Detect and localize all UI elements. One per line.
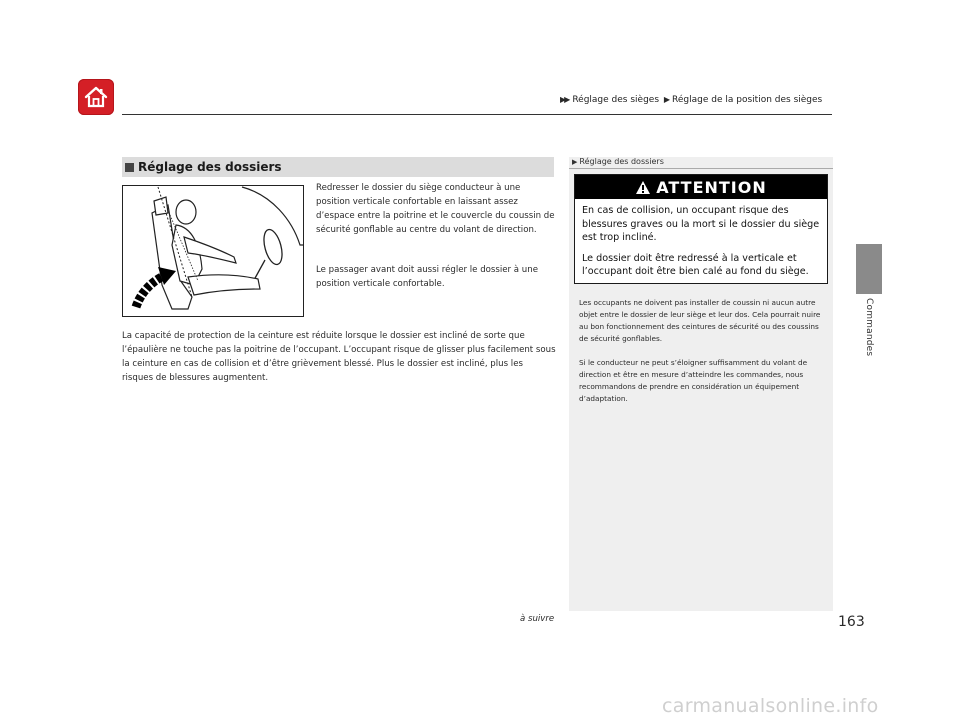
warning-box bbox=[574, 174, 828, 284]
side-panel-title-text: Réglage des dossiers bbox=[579, 157, 664, 166]
breadcrumb-item-seat-position[interactable]: Réglage de la position des sièges bbox=[672, 95, 823, 105]
side-tab-marker bbox=[856, 244, 882, 294]
seat-back-illustration bbox=[122, 185, 304, 317]
side-panel-title bbox=[569, 157, 833, 166]
warning-body bbox=[575, 199, 827, 279]
seatbelt-protection-paragraph: La capacité de protection de la ceinture est réduite lorsque le dossier est incliné de sorte que l’épaulière ne touche pas la poitrine de l’occupant. L’occupant risque de glisser plus facilement sous la ceinture en cas de collision et d’être grièvement blessé. Plus le dossier est incliné, plus les risques de blessures augmentent. bbox=[122, 331, 556, 383]
breadcrumb-arrow-icon: ▶▶ bbox=[560, 95, 569, 104]
side-panel-divider bbox=[569, 168, 833, 169]
header-divider bbox=[122, 114, 832, 115]
breadcrumb bbox=[560, 95, 822, 105]
instruction-paragraph-passenger: Le passager avant doit aussi régler le dossier à une position verticale confortable. bbox=[316, 265, 538, 289]
page-number: 163 bbox=[838, 614, 865, 630]
home-button[interactable] bbox=[78, 79, 114, 115]
warning-header bbox=[575, 175, 827, 199]
watermark: carmanualsonline.info bbox=[662, 695, 879, 717]
side-tab[interactable] bbox=[849, 298, 889, 378]
note-adaptive-equipment: Si le conducteur ne peut s’éloigner suffisamment du volant de direction et être en mesure d’atteindre les commandes, nous recommandons de prendre en considération un équipement d’adaptation. bbox=[579, 358, 808, 403]
warning-text-2: Le dossier doit être redressé à la verticale et l’occupant doit être bien calé au fond du siège. bbox=[582, 252, 809, 277]
note-marker-icon: ▶ bbox=[572, 157, 578, 166]
breadcrumb-item-seat-adjustment[interactable]: Réglage des sièges bbox=[572, 95, 660, 105]
note-cushion: Les occupants ne doivent pas installer de coussin ni aucun autre objet entre le dossier de leur siège et leur dos. Cela pourrait nuire au bon fonctionnement des ceintures de sécurité ou des coussins de sécurité gonflables. bbox=[579, 298, 821, 343]
warning-label: ATTENTION bbox=[656, 177, 767, 197]
section-heading bbox=[122, 157, 554, 177]
warning-triangle-icon bbox=[635, 180, 651, 195]
section-heading-text: Réglage des dossiers bbox=[138, 160, 282, 174]
instruction-paragraph-driver: Redresser le dossier du siège conducteur à une position verticale confortable en laissant assez d’espace entre la poitrine et le couvercle du coussin de sécurité gonflable au centre du volant de direction. bbox=[316, 183, 555, 235]
breadcrumb-arrow-icon: ▶ bbox=[663, 95, 669, 104]
continued-label: à suivre bbox=[520, 614, 555, 624]
heading-square-icon bbox=[125, 163, 134, 172]
warning-text-1: En cas de collision, un occupant risque des blessures graves ou la mort si le dossier du siège est trop incliné. bbox=[582, 205, 820, 243]
home-icon bbox=[83, 85, 109, 109]
side-tab-label: Commandes bbox=[864, 298, 874, 357]
